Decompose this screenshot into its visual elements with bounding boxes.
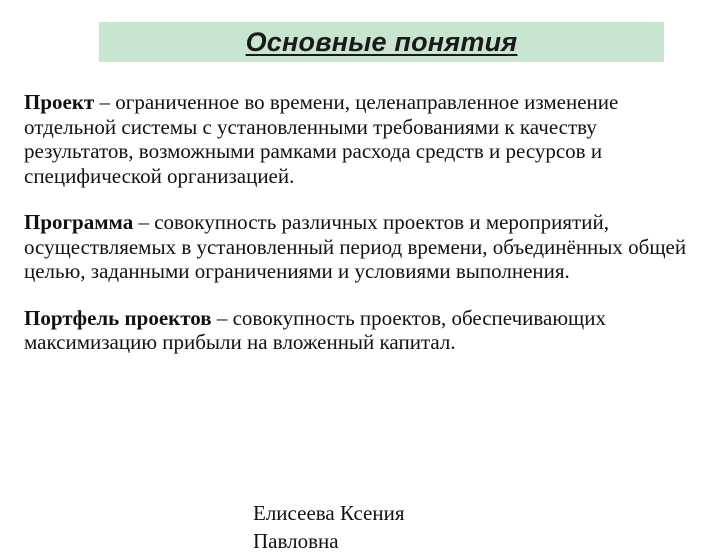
author-line-1: Елисеева Ксения [253,501,405,525]
definition-project [24,90,704,188]
definitions-list [24,90,704,355]
definition-text: – совокупность различных проектов и мероприятий, осуществляемых в установленный период времени, объединённых общей целью, заданными ограничениями и условиями выполнения. [24,210,687,283]
author-line-2: Павловна [253,529,339,553]
title-banner [99,22,664,62]
definition-program [24,210,704,284]
definition-text: – совокупность проектов, обеспечивающих максимизацию прибыли на вложенный капитал. [24,305,606,354]
slide-title: Основные понятия [245,26,518,57]
definition-portfolio [24,306,704,355]
definition-term: Проект [24,90,95,114]
definition-term: Портфель проектов [24,305,212,330]
definition-term: Программа [24,210,134,234]
definition-text: – ограниченное во времени, целенаправленное изменение отдельной системы с установленными требованиями к качеству результатов, возможными рамками расхода средств и ресурсов и специфической организацией. [24,90,619,188]
author-name [253,499,405,555]
